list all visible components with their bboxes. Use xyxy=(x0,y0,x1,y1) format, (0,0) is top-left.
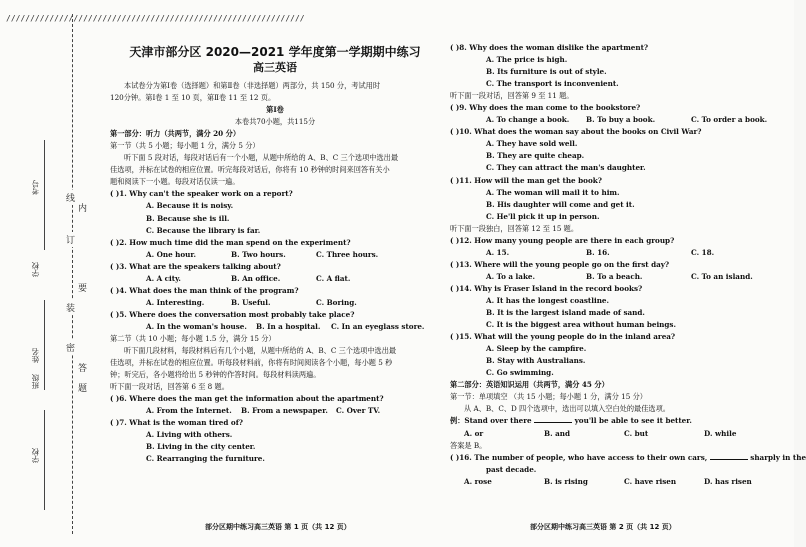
listening-prompt: 听下面一段独白，回答第 12 至 15 题。 xyxy=(450,223,579,233)
option: B. Because she is ill. xyxy=(146,213,230,223)
option: C. have risen xyxy=(624,476,677,486)
instruction-line: 佳选项，并标在试卷的相应位置。听完每段对话后，你将有 10 秒钟的时间来回答有关小 xyxy=(110,165,390,175)
option: C. Because the library is far. xyxy=(146,225,261,235)
option: C. Three hours. xyxy=(316,249,379,259)
page-footer-right: 部分区期中练习高三英语 第 2 页（共 12 页） xyxy=(530,523,676,531)
label-class: 班级 xyxy=(31,374,40,389)
option: A. Interesting. xyxy=(146,297,205,307)
instruction-line: 听下面 5 段对话，每段对话后有一个小题，从题中所给的 A、B、C 三个选项中选出最 xyxy=(124,153,399,163)
option: B. 16. xyxy=(586,247,610,257)
option: B. Useful. xyxy=(231,297,271,307)
answer-blank xyxy=(534,422,572,423)
option: A. Because it is noisy. xyxy=(146,201,234,211)
question-stem: ( )2. How much time did the man spend on the experiment? xyxy=(110,237,351,247)
question-16 xyxy=(450,452,806,488)
option: A. The woman will mail it to him. xyxy=(486,187,620,197)
option: A. To a lake. xyxy=(486,271,536,281)
answer-blank xyxy=(710,459,748,460)
question-stem: ( )5. Where does the conversation most probably take place? xyxy=(110,309,355,319)
option: B. To a beach. xyxy=(586,271,643,281)
right-column xyxy=(450,42,806,488)
question-13 xyxy=(450,259,790,283)
instruction-line: 从 A、B、C、D 四个选项中，选出可以填入空白处的最佳选项。 xyxy=(464,404,670,414)
question-7 xyxy=(110,417,440,465)
option: C. In an eyeglass store. xyxy=(331,321,425,331)
option: C. He'll pick it up in person. xyxy=(486,211,600,221)
fill-line xyxy=(44,410,45,510)
option: B. They are quite cheap. xyxy=(486,151,585,161)
question-12 xyxy=(450,235,790,259)
option: B. From a newspaper. xyxy=(241,406,328,416)
label-school-2: 学校 xyxy=(31,448,40,463)
volume-heading: 第Ⅰ卷 xyxy=(266,105,284,115)
option: C. It is the biggest area without human beings. xyxy=(486,320,676,330)
question-8 xyxy=(450,42,790,90)
option: A. or xyxy=(464,428,484,438)
section-heading: 第一节（共 5 小题；每小题 1 分，满分 5 分） xyxy=(110,141,260,151)
option: C. Boring. xyxy=(316,297,357,307)
listening-prompt: 听下面一段对话，回答第 6 至 8 题。 xyxy=(110,382,229,392)
seal-word: 密 xyxy=(66,340,75,355)
option: B. Its furniture is out of style. xyxy=(486,67,607,77)
option: B. His daughter will come and get it. xyxy=(486,199,635,209)
example-answer: 答案是 B。 xyxy=(450,440,487,450)
instruction-line: 佳选项，并标在试卷的相应位置。听每段材料前，你将有时间阅读各个小题，每小题 5 秒 xyxy=(110,358,393,368)
question-stem: ( )14. Why is Fraser Island in the record books? xyxy=(450,283,643,293)
question-stem: ( )4. What does the man think of the program? xyxy=(110,285,299,295)
option: B. It is the largest island made of sand. xyxy=(486,308,645,318)
question-15 xyxy=(450,331,790,379)
option: C. but xyxy=(624,428,649,438)
question-stem: ( )12. How many young people are there in each group? xyxy=(450,235,675,245)
question-5 xyxy=(110,309,440,333)
label-school: 学校 xyxy=(31,262,40,277)
question-stem: ( )11. How will the man get the book? xyxy=(450,175,602,185)
inner-word: 内 xyxy=(78,200,87,215)
part-heading: 第二部分：英语知识运用（共两节，满分 45 分） xyxy=(450,380,609,390)
option: A. In the woman's house. xyxy=(146,321,247,331)
question-11 xyxy=(450,175,790,223)
option: A. Living with others. xyxy=(146,430,233,440)
question-14 xyxy=(450,283,790,331)
question-stem: ( )6. Where does the man get the information about the apartment? xyxy=(110,394,384,404)
question-3 xyxy=(110,261,440,285)
part-heading: 第一部分：听力（共两节，满分 20 分） xyxy=(110,129,241,139)
option: A. From the Internet. xyxy=(146,406,232,416)
seal-word: 订 xyxy=(66,232,75,247)
question-9 xyxy=(450,102,790,126)
fill-line xyxy=(44,140,45,250)
option: C. To order a book. xyxy=(691,115,768,125)
option: D. while xyxy=(704,428,737,438)
inner-word: 答 xyxy=(78,360,87,375)
label-exam-number: 考号 xyxy=(31,180,40,195)
option: A. A city. xyxy=(146,273,181,283)
option: B. is rising xyxy=(544,476,588,486)
option: A. They have sold well. xyxy=(486,139,578,149)
option: B. Stay with Australians. xyxy=(486,356,586,366)
instruction-line: 钟；听完后，各小题将给出 5 秒钟的作答时间。每段材料读两遍。 xyxy=(110,370,321,380)
option: C. 18. xyxy=(691,247,715,257)
option: C. The transport is inconvenient. xyxy=(486,79,619,89)
section-heading: 第一节：单项填空 （共 15 小题；每小题 1 分，满分 15 分） xyxy=(450,392,647,402)
option: C. They can attract the man's daughter. xyxy=(486,163,646,173)
question-stem: ( )15. What will the young people do in the inland area? xyxy=(450,332,676,342)
question-stem: ( )7. What is the woman tired of? xyxy=(110,418,243,428)
exam-title: 天津市部分区 2020—2021 学年度第一学期期中练习 xyxy=(129,45,421,59)
question-stem: ( )16. The number of people, who have access to their own cars, sharply in the xyxy=(450,452,806,462)
example-sentence: 例：Stand over there you'll be able to see it better. xyxy=(450,416,692,426)
question-4 xyxy=(110,285,440,309)
seal-word: 装 xyxy=(66,300,75,315)
question-1 xyxy=(110,188,440,236)
inner-word: 题 xyxy=(78,380,87,395)
option: A. 15. xyxy=(486,247,510,257)
exam-subject: 高三英语 xyxy=(253,61,297,74)
option: B. An office. xyxy=(231,273,281,283)
option: B. Living in the city center. xyxy=(146,442,256,452)
question-stem: ( )9. Why does the man come to the bookstore? xyxy=(450,103,641,113)
option: A. To change a book. xyxy=(486,115,570,125)
option: B. Two hours. xyxy=(231,249,286,259)
left-column xyxy=(110,44,440,466)
option: A. One hour. xyxy=(146,249,197,259)
listening-prompt: 听下面一段对话，回答第 9 至 11 题。 xyxy=(450,91,574,101)
option: B. In a hospital. xyxy=(256,321,321,331)
instruction-line: 题和阅读下一小题。每段对话仅读一遍。 xyxy=(110,177,240,187)
option: B. and xyxy=(544,428,570,438)
instruction-line: 听下面几段材料，每段材料后有几个小题，从题中所给的 A、B、C 三个选项中选出最 xyxy=(124,346,397,356)
question-stem: ( )3. What are the speakers talking about? xyxy=(110,261,281,271)
section-heading: 第二节（共 10 小题；每小题 1.5 分，满分 15 分） xyxy=(110,333,276,343)
inner-word: 要 xyxy=(78,280,87,295)
question-stem: ( )10. What does the woman say about the books on Civil War? xyxy=(450,127,702,137)
option: C. To an island. xyxy=(691,271,753,281)
volume-note: 本卷共70小题，共115分 xyxy=(234,117,316,127)
page-footer-left: 部分区期中练习高三英语 第 1 页（共 12 页） xyxy=(205,523,351,531)
option: D. has risen xyxy=(704,476,752,486)
question-stem: ( )13. Where will the young people go on the first day? xyxy=(450,259,670,269)
question-2 xyxy=(110,237,440,261)
option: C. Go swimming. xyxy=(486,368,554,378)
question-stem-cont: past decade. xyxy=(486,464,537,474)
option: B. To buy a book. xyxy=(586,115,656,125)
option: C. Over TV. xyxy=(336,406,381,416)
cut-line: ////////////////////////////////////////////////////////////// xyxy=(6,14,305,23)
intro-line: 120分钟。第Ⅰ卷 1 至 10 页，第Ⅱ卷 11 至 12 页。 xyxy=(110,93,276,103)
question-10 xyxy=(450,126,790,174)
option: A. The price is high. xyxy=(486,55,568,65)
seal-word: 线 xyxy=(66,190,75,205)
option: C. A flat. xyxy=(316,273,351,283)
option: C. Rearranging the furniture. xyxy=(146,454,265,464)
question-stem: ( )8. Why does the woman dislike the apartment? xyxy=(450,43,649,52)
option: A. Sleep by the campfire. xyxy=(486,344,587,354)
option: A. rose xyxy=(464,476,492,486)
question-stem: ( )1. Why can't the speaker work on a report? xyxy=(110,189,293,199)
intro-line: 本试卷分为第Ⅰ卷（选择题）和第Ⅱ卷（非选择题）两部分，共 150 分，考试用时 xyxy=(124,81,381,90)
seal-line xyxy=(72,14,73,534)
fill-line xyxy=(44,300,45,390)
label-name: 姓名 xyxy=(31,348,40,363)
option: A. It has the longest coastline. xyxy=(486,295,609,305)
question-6 xyxy=(110,393,440,417)
